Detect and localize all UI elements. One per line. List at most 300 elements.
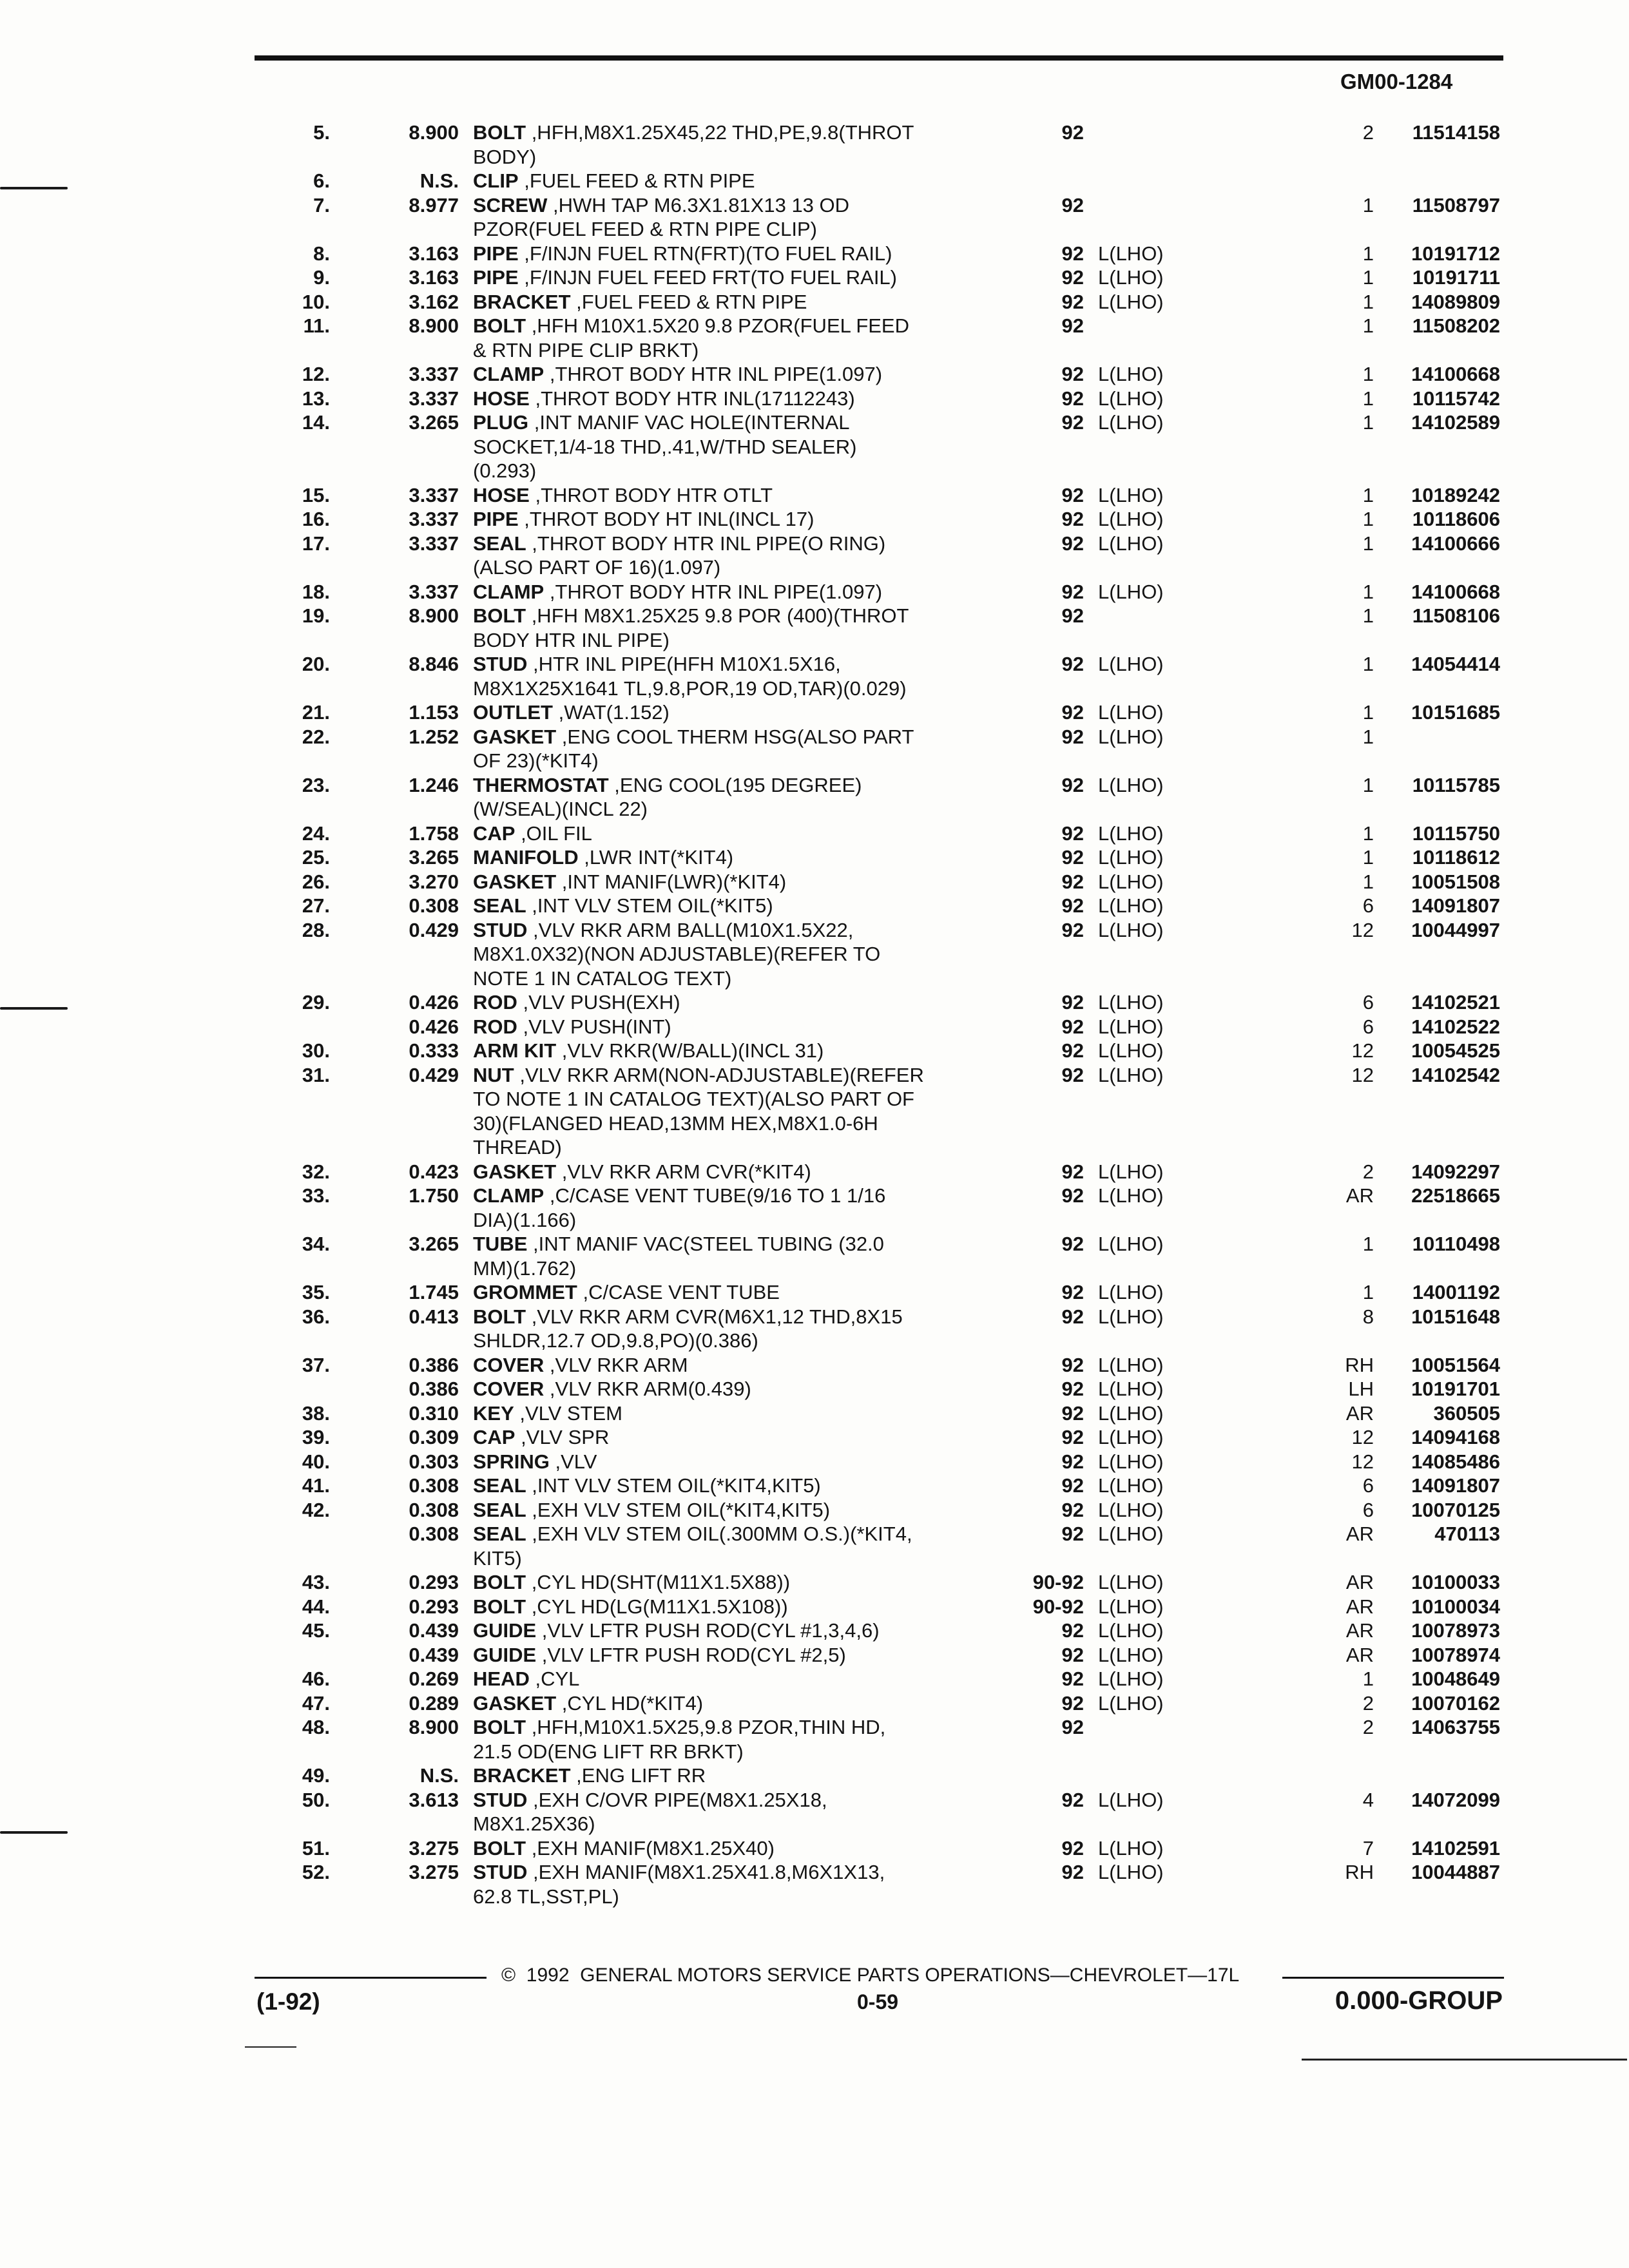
model-year: 92	[1061, 1401, 1084, 1425]
model-code: L(LHO)	[1098, 1571, 1164, 1593]
parts-row	[0, 1860, 1629, 1885]
part-description	[459, 1885, 992, 1909]
part-number: 10115742	[1412, 387, 1500, 410]
model-year: 92	[1061, 121, 1084, 144]
model-year: 92	[1061, 773, 1084, 796]
parts-row	[0, 1522, 1629, 1546]
model-year: 92	[1061, 846, 1084, 869]
part-description	[459, 604, 992, 628]
quantity: AR	[1345, 1184, 1374, 1207]
part-number: 10051564	[1411, 1353, 1500, 1376]
group-number: 3.162	[409, 290, 459, 313]
item-number: 30.	[302, 1039, 330, 1062]
part-number: 10118606	[1412, 508, 1500, 530]
part-number: 14054414	[1411, 653, 1500, 675]
part-detail: OF 23)(*KIT4)	[473, 749, 599, 772]
part-number: 10191712	[1411, 242, 1500, 265]
part-number: 10048649	[1411, 1667, 1500, 1690]
group-number: 3.270	[409, 870, 459, 893]
group-number: 0.308	[409, 894, 459, 917]
group-number: 1.745	[409, 1281, 459, 1303]
part-number: 11508202	[1412, 314, 1500, 337]
model-year: 92	[1061, 894, 1084, 917]
parts-row	[0, 1715, 1629, 1740]
model-year: 92	[1061, 290, 1084, 313]
item-number: 41.	[302, 1474, 330, 1497]
item-number: 39.	[302, 1426, 330, 1448]
item-number: 5.	[313, 121, 330, 144]
model-year: 92	[1061, 411, 1084, 434]
part-description	[459, 1812, 992, 1836]
part-description	[459, 1570, 992, 1595]
model-year: 92	[1061, 1861, 1084, 1883]
group-number: 0.293	[409, 1595, 459, 1618]
part-name: ARM KIT	[473, 1039, 557, 1062]
part-detail: ,WAT(1.152)	[553, 701, 670, 724]
part-detail: (0.293)	[473, 459, 537, 482]
quantity: 1	[1362, 653, 1374, 675]
part-number: 10191701	[1411, 1378, 1500, 1400]
part-detail: ,ENG LIFT RR	[570, 1764, 706, 1787]
parts-row	[0, 1691, 1629, 1716]
part-name: GASKET	[473, 725, 557, 748]
quantity: 1	[1362, 314, 1374, 337]
part-number: 10051508	[1411, 870, 1500, 893]
part-detail: KIT5)	[473, 1546, 522, 1570]
group-number: N.S.	[419, 1764, 459, 1787]
model-year: 92	[1061, 870, 1084, 893]
model-code: L(LHO)	[1098, 1063, 1164, 1086]
group-number: 0.413	[409, 1305, 459, 1328]
model-year: 92	[1061, 1788, 1084, 1811]
part-number: 14092297	[1411, 1160, 1500, 1183]
part-number: 10078974	[1411, 1643, 1500, 1666]
part-name: BRACKET	[473, 1764, 571, 1787]
part-description	[459, 845, 992, 870]
group-number: 3.265	[409, 1233, 459, 1255]
part-name: CLAMP	[473, 363, 545, 385]
group-number: 0.426	[409, 1015, 459, 1038]
part-description	[459, 1546, 992, 1571]
quantity: 1	[1362, 242, 1374, 265]
model-year: 92	[1061, 387, 1084, 410]
group-number: 0.423	[409, 1160, 459, 1183]
parts-row	[0, 1401, 1629, 1426]
parts-row	[0, 1280, 1629, 1305]
group-number: 3.337	[409, 387, 459, 410]
item-number: 21.	[302, 701, 330, 724]
group-number: 0.386	[409, 1353, 459, 1376]
group-number: 3.265	[409, 846, 459, 869]
parts-row	[0, 1643, 1629, 1667]
model-code: L(LHO)	[1098, 1643, 1164, 1666]
part-name: GUIDE	[473, 1643, 537, 1666]
part-detail: ,F/INJN FUEL FEED FRT(TO FUEL RAIL)	[518, 266, 897, 289]
part-name: NUT	[473, 1063, 514, 1086]
parts-row	[0, 169, 1629, 193]
item-number: 23.	[302, 773, 330, 796]
quantity: 1	[1362, 193, 1374, 216]
part-description	[459, 725, 992, 749]
part-description	[459, 628, 992, 653]
parts-row	[0, 314, 1629, 338]
quantity: 1	[1362, 411, 1374, 434]
quantity: 12	[1351, 1039, 1374, 1062]
part-number: 14094168	[1411, 1426, 1500, 1448]
scan-edge-line	[1302, 2059, 1627, 2061]
model-code: L(LHO)	[1098, 653, 1164, 675]
part-description	[459, 1135, 992, 1160]
group-number: 0.308	[409, 1474, 459, 1497]
model-year: 90-92	[1032, 1595, 1084, 1618]
group-number: 0.293	[409, 1571, 459, 1593]
part-number: 10189242	[1411, 483, 1500, 506]
item-number: 27.	[302, 894, 330, 917]
model-code: L(LHO)	[1098, 1184, 1164, 1207]
part-description	[459, 217, 992, 242]
group-number: 0.289	[409, 1691, 459, 1715]
item-number: 16.	[302, 508, 330, 530]
part-description	[459, 1039, 992, 1063]
item-number: 28.	[302, 918, 330, 941]
part-number: 14102591	[1411, 1836, 1500, 1860]
part-number: 10070125	[1411, 1498, 1500, 1521]
model-year: 92	[1061, 1353, 1084, 1376]
model-code: L(LHO)	[1098, 773, 1164, 796]
model-code: L(LHO)	[1098, 580, 1164, 603]
model-year: 92	[1061, 1233, 1084, 1255]
part-name: SCREW	[473, 193, 548, 216]
model-code: L(LHO)	[1098, 508, 1164, 530]
model-year: 92	[1061, 1450, 1084, 1473]
parts-row	[0, 1305, 1629, 1329]
part-detail: ,VLV	[549, 1450, 597, 1473]
part-detail: MM)(1.762)	[473, 1256, 577, 1280]
quantity: 1	[1362, 532, 1374, 555]
model-code: L(LHO)	[1098, 1523, 1164, 1545]
model-year: 92	[1061, 1523, 1084, 1545]
part-name: BOLT	[473, 314, 526, 337]
part-detail: ,INT MANIF VAC(STEEL TUBING (32.0	[527, 1233, 884, 1255]
model-code: L(LHO)	[1098, 846, 1164, 869]
group-number: 1.153	[409, 701, 459, 724]
parts-row	[0, 1450, 1629, 1474]
quantity: 4	[1362, 1788, 1374, 1811]
part-detail: M8X1.0X32)(NON ADJUSTABLE)(REFER TO	[473, 943, 881, 965]
model-year: 92	[1061, 314, 1084, 337]
model-code: L(LHO)	[1098, 1378, 1164, 1400]
part-description	[459, 314, 992, 338]
part-detail: ,ENG COOL THERM HSG(ALSO PART	[556, 725, 914, 748]
part-description	[459, 652, 992, 677]
model-year: 92	[1061, 193, 1084, 216]
part-detail: PZOR(FUEL FEED & RTN PIPE CLIP)	[473, 218, 817, 240]
quantity: 6	[1362, 1474, 1374, 1497]
part-number: 14091807	[1411, 1474, 1500, 1497]
parts-row	[0, 677, 1629, 701]
part-detail: ,CYL HD(*KIT4)	[556, 1691, 704, 1715]
group-number: 3.337	[409, 508, 459, 530]
parts-row	[0, 1160, 1629, 1184]
part-description	[459, 1353, 992, 1378]
item-number: 24.	[302, 822, 330, 845]
quantity: RH	[1345, 1353, 1374, 1376]
scan-edge-line	[245, 2046, 296, 2048]
part-description	[459, 942, 992, 966]
part-name: GASKET	[473, 870, 557, 893]
parts-row	[0, 1425, 1629, 1450]
quantity: 1	[1362, 1667, 1374, 1690]
parts-row	[0, 1232, 1629, 1256]
part-detail: ,HFH M8X1.25X25 9.8 POR (400)(THROT	[526, 604, 909, 627]
quantity: 2	[1362, 1691, 1374, 1715]
parts-row	[0, 193, 1629, 218]
part-detail: THREAD)	[473, 1136, 562, 1158]
parts-row	[0, 822, 1629, 846]
part-number: 14100668	[1411, 363, 1500, 385]
part-description	[459, 822, 992, 846]
group-number: 0.429	[409, 918, 459, 941]
item-number: 12.	[302, 363, 330, 385]
model-code: L(LHO)	[1098, 242, 1164, 265]
parts-row	[0, 459, 1629, 483]
parts-row	[0, 1474, 1629, 1498]
part-description	[459, 169, 992, 193]
model-code: L(LHO)	[1098, 870, 1164, 893]
parts-row	[0, 1135, 1629, 1160]
part-description	[459, 918, 992, 943]
part-description	[459, 459, 992, 483]
part-detail: (ALSO PART OF 16)(1.097)	[473, 556, 721, 579]
group-number: 0.308	[409, 1523, 459, 1545]
item-number: 13.	[302, 387, 330, 410]
parts-row	[0, 1619, 1629, 1643]
part-name: ROD	[473, 991, 517, 1014]
part-detail: ,EXH VLV STEM OIL(.300MM O.S.)(*KIT4,	[526, 1523, 912, 1545]
part-description	[459, 773, 992, 798]
item-number: 9.	[313, 266, 330, 289]
quantity: 1	[1362, 266, 1374, 289]
revision-date: (1-92)	[256, 1988, 320, 2015]
group-number: 1.750	[409, 1184, 459, 1207]
item-number: 7.	[313, 193, 330, 216]
part-number: 14089809	[1411, 290, 1500, 313]
parts-row	[0, 145, 1629, 169]
part-detail: ,EXH VLV STEM OIL(*KIT4,KIT5)	[526, 1498, 831, 1521]
model-code: L(LHO)	[1098, 991, 1164, 1014]
part-description	[459, 242, 992, 266]
item-number: 6.	[313, 169, 330, 192]
group-number: 3.275	[409, 1836, 459, 1860]
model-code: L(LHO)	[1098, 918, 1164, 941]
part-number: 10151648	[1411, 1305, 1500, 1328]
model-year: 92	[1061, 266, 1084, 289]
parts-row	[0, 1208, 1629, 1233]
part-detail: ,THROT BODY HTR INL PIPE(O RING)	[526, 532, 886, 555]
item-number: 18.	[302, 580, 330, 603]
part-description	[459, 1763, 992, 1788]
part-description	[459, 1305, 992, 1329]
part-name: PLUG	[473, 411, 529, 434]
part-number: 14102542	[1411, 1063, 1500, 1086]
part-description	[459, 1836, 992, 1861]
part-name: BOLT	[473, 1595, 526, 1618]
model-code: L(LHO)	[1098, 1281, 1164, 1303]
parts-row	[0, 1329, 1629, 1353]
part-detail: ,VLV RKR ARM CVR(*KIT4)	[556, 1160, 811, 1183]
item-number: 14.	[302, 411, 330, 434]
part-number: 14102521	[1411, 991, 1500, 1014]
item-number: 10.	[302, 290, 330, 313]
model-code: L(LHO)	[1098, 290, 1164, 313]
quantity: 1	[1362, 387, 1374, 410]
quantity: 1	[1362, 822, 1374, 845]
part-detail: ,CYL HD(SHT(M11X1.5X88))	[526, 1571, 791, 1593]
part-detail: ,THROT BODY HTR INL(17112243)	[529, 387, 855, 410]
quantity: 2	[1362, 121, 1374, 144]
part-detail: ,INT VLV STEM OIL(*KIT4,KIT5)	[526, 1474, 821, 1497]
quantity: 6	[1362, 991, 1374, 1014]
parts-row	[0, 580, 1629, 604]
part-description	[459, 1474, 992, 1498]
item-number: 49.	[302, 1764, 330, 1787]
parts-row	[0, 410, 1629, 435]
item-number: 50.	[302, 1788, 330, 1811]
group-number: 3.337	[409, 363, 459, 385]
part-number: 11508106	[1412, 604, 1500, 627]
group-number: 0.439	[409, 1643, 459, 1666]
model-year: 92	[1061, 604, 1084, 627]
part-description	[459, 435, 992, 459]
part-number: 10100033	[1411, 1571, 1500, 1593]
part-detail: ,F/INJN FUEL RTN(FRT)(TO FUEL RAIL)	[518, 242, 892, 265]
model-code: L(LHO)	[1098, 387, 1164, 410]
model-year: 92	[1061, 725, 1084, 748]
parts-row	[0, 1498, 1629, 1523]
part-detail: ,INT VLV STEM OIL(*KIT5)	[526, 894, 773, 917]
part-name: CLAMP	[473, 1184, 545, 1207]
group-number: 3.265	[409, 411, 459, 434]
part-detail: ,VLV PUSH(INT)	[517, 1015, 671, 1038]
quantity: 1	[1362, 701, 1374, 724]
parts-list	[0, 120, 1629, 1908]
item-number: 32.	[302, 1160, 330, 1183]
item-number: 42.	[302, 1498, 330, 1521]
quantity: 1	[1362, 846, 1374, 869]
part-description	[459, 1522, 992, 1546]
quantity: 2	[1362, 1716, 1374, 1738]
part-description	[459, 677, 992, 701]
model-code: L(LHO)	[1098, 483, 1164, 506]
part-name: MANIFOLD	[473, 846, 579, 869]
parts-row	[0, 555, 1629, 580]
part-name: SEAL	[473, 894, 526, 917]
part-description	[459, 797, 992, 822]
item-number: 19.	[302, 604, 330, 627]
part-detail: ,VLV RKR(W/BALL)(INCL 31)	[556, 1039, 824, 1062]
parts-row	[0, 1039, 1629, 1063]
part-detail: M8X1X25X1641 TL,9.8,POR,19 OD,TAR)(0.029)	[473, 677, 907, 700]
parts-row	[0, 966, 1629, 991]
part-detail: ,ENG COOL(195 DEGREE)	[608, 773, 862, 796]
model-year: 92	[1061, 1643, 1084, 1666]
footer-rule-right	[1282, 1977, 1504, 1979]
model-year: 92	[1061, 653, 1084, 675]
parts-row	[0, 652, 1629, 677]
model-year: 92	[1061, 1281, 1084, 1303]
group-number: 0.439	[409, 1619, 459, 1642]
part-detail: ,OIL FIL	[515, 822, 592, 845]
item-number: 38.	[302, 1401, 330, 1425]
model-year: 92	[1061, 918, 1084, 941]
part-number: 10078973	[1411, 1619, 1500, 1642]
part-description	[459, 1015, 992, 1039]
part-name: GASKET	[473, 1691, 557, 1715]
part-description	[459, 1232, 992, 1256]
model-code: L(LHO)	[1098, 1015, 1164, 1038]
part-description	[459, 410, 992, 435]
part-name: BOLT	[473, 1836, 526, 1860]
part-detail: DIA)(1.166)	[473, 1208, 577, 1231]
part-detail: ,VLV RKR ARM(NON-ADJUSTABLE)(REFER	[514, 1063, 924, 1086]
quantity: 1	[1362, 870, 1374, 893]
model-year: 92	[1061, 483, 1084, 506]
part-description	[459, 1425, 992, 1450]
item-number: 37.	[302, 1353, 330, 1376]
quantity: AR	[1345, 1523, 1374, 1545]
part-name: OUTLET	[473, 701, 553, 724]
part-description	[459, 338, 992, 363]
model-year: 92	[1061, 701, 1084, 724]
part-description	[459, 700, 992, 725]
group-number: 0.303	[409, 1450, 459, 1473]
part-name: SEAL	[473, 1474, 526, 1497]
quantity: 8	[1362, 1305, 1374, 1328]
part-description	[459, 265, 992, 290]
parts-row	[0, 507, 1629, 532]
parts-row	[0, 435, 1629, 459]
part-name: BOLT	[473, 1571, 526, 1593]
parts-row	[0, 1763, 1629, 1788]
group-number: 3.163	[409, 266, 459, 289]
part-detail: ,INT MANIF(LWR)(*KIT4)	[556, 870, 787, 893]
parts-row	[0, 362, 1629, 387]
part-description	[459, 1087, 992, 1111]
quantity: AR	[1345, 1595, 1374, 1618]
part-description	[459, 1280, 992, 1305]
model-code: L(LHO)	[1098, 1691, 1164, 1715]
quantity: LH	[1348, 1378, 1374, 1400]
model-year: 92	[1061, 532, 1084, 555]
group-number: 3.163	[409, 242, 459, 265]
group-number: 0.308	[409, 1498, 459, 1521]
model-code: L(LHO)	[1098, 1836, 1164, 1860]
quantity: 1	[1362, 508, 1374, 530]
item-number: 25.	[302, 846, 330, 869]
model-year: 92	[1061, 1426, 1084, 1448]
model-code: L(LHO)	[1098, 1450, 1164, 1473]
group-number: 3.613	[409, 1788, 459, 1811]
part-number: 10054525	[1411, 1039, 1500, 1062]
part-number: 10110498	[1412, 1233, 1500, 1255]
quantity: AR	[1345, 1619, 1374, 1642]
item-number: 43.	[302, 1571, 330, 1593]
model-year: 92	[1061, 1184, 1084, 1207]
part-detail: ,VLV RKR ARM(0.439)	[544, 1378, 751, 1400]
part-detail: ,VLV RKR ARM	[544, 1353, 688, 1376]
part-number: 14085486	[1411, 1450, 1500, 1473]
item-number: 46.	[302, 1667, 330, 1690]
